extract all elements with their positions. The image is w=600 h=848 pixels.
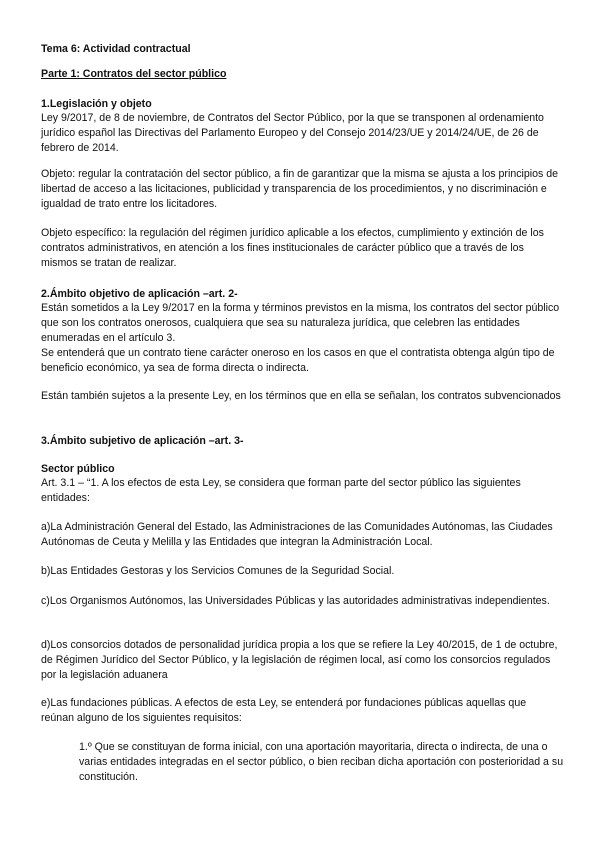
section-1-heading: 1.Legislación y objeto xyxy=(41,98,152,110)
document-title: Tema 6: Actividad contractual xyxy=(41,43,191,55)
sub-list-item: 1.º Que se constituyan de forma inicial, con una aportación mayoritaria, directa o indirecta, de una o varias entidades integradas en el sector público, o bien reciban dicha aportación con posterioridad a su constitución. xyxy=(79,741,564,784)
section-3-subheading: Sector público xyxy=(41,463,115,475)
section-2-heading: 2.Ámbito objetivo de aplicación –art. 2- xyxy=(41,288,238,300)
list-item: e)Las fundaciones públicas. A efectos de esta Ley, se entenderá por fundaciones públicas aquellas que reúnan alguno de los siguientes requisitos: xyxy=(41,697,527,725)
list-item: a)La Administración General del Estado, las Administraciones de las Comunidades Autónomas, las Ciudades Autónomas de Ceuta y Melilla y las Entidades que integran la Administración Local. xyxy=(41,521,553,549)
list-item: b)Las Entidades Gestoras y los Servicios Comunes de la Seguridad Social. xyxy=(41,565,395,577)
list-item: c)Los Organismos Autónomos, las Universidades Públicas y las autoridades administrativas independientes. xyxy=(41,595,550,607)
part-heading: Parte 1: Contratos del sector público xyxy=(41,68,227,80)
section-2-paragraph: Están también sujetos a la presente Ley, en los términos que en ella se señalan, los contratos subvencionados xyxy=(41,390,561,402)
list-item: d)Los consorcios dotados de personalidad jurídica propia a los que se refiere la Ley 40/2015, de 1 de octubre, de Régimen Jurídico del Sector Público, y la legislación de régimen local, así como los consorcios regulados por la legislación aduanera xyxy=(41,639,558,682)
section-2-paragraph: Están sometidos a la Ley 9/2017 en la forma y términos previstos en la misma, los contratos del sector público que son los contratos onerosos, cualquiera que sea su naturaleza jurídica, que celebren las entidades enumeradas en el artículo 3. xyxy=(41,302,560,345)
section-1-paragraph: Ley 9/2017, de 8 de noviembre, de Contratos del Sector Público, por la que se transponen al ordenamiento jurídico español las Directivas del Parlamento Europeo y del Consejo 2014/23/UE y 2014/24/UE, de 26 de febrero de 2014. xyxy=(41,112,544,155)
section-1-paragraph: Objeto: regular la contratación del sector público, a fin de garantizar que la misma se ajusta a los principios de libertad de acceso a las licitaciones, publicidad y transparencia de los procedimientos, y no discriminación e igualdad de trato entre los licitadores. xyxy=(41,168,559,211)
section-1-paragraph: Objeto específico: la regulación del régimen jurídico aplicable a los efectos, cumplimiento y extinción de los contratos administrativos, en atención a los fines institucionales de carácter público que a través de los mismos se tratan de realizar. xyxy=(41,227,544,270)
section-2-paragraph: Se entenderá que un contrato tiene carácter oneroso en los casos en que el contratista obtenga algún tipo de beneficio económico, ya sea de forma directa o indirecta. xyxy=(41,347,555,375)
section-3-heading: 3.Ámbito subjetivo de aplicación –art. 3- xyxy=(41,435,244,447)
section-3-intro: Art. 3.1 – “1. A los efectos de esta Ley, se considera que forman parte del sector público las siguientes entidades: xyxy=(41,477,521,505)
